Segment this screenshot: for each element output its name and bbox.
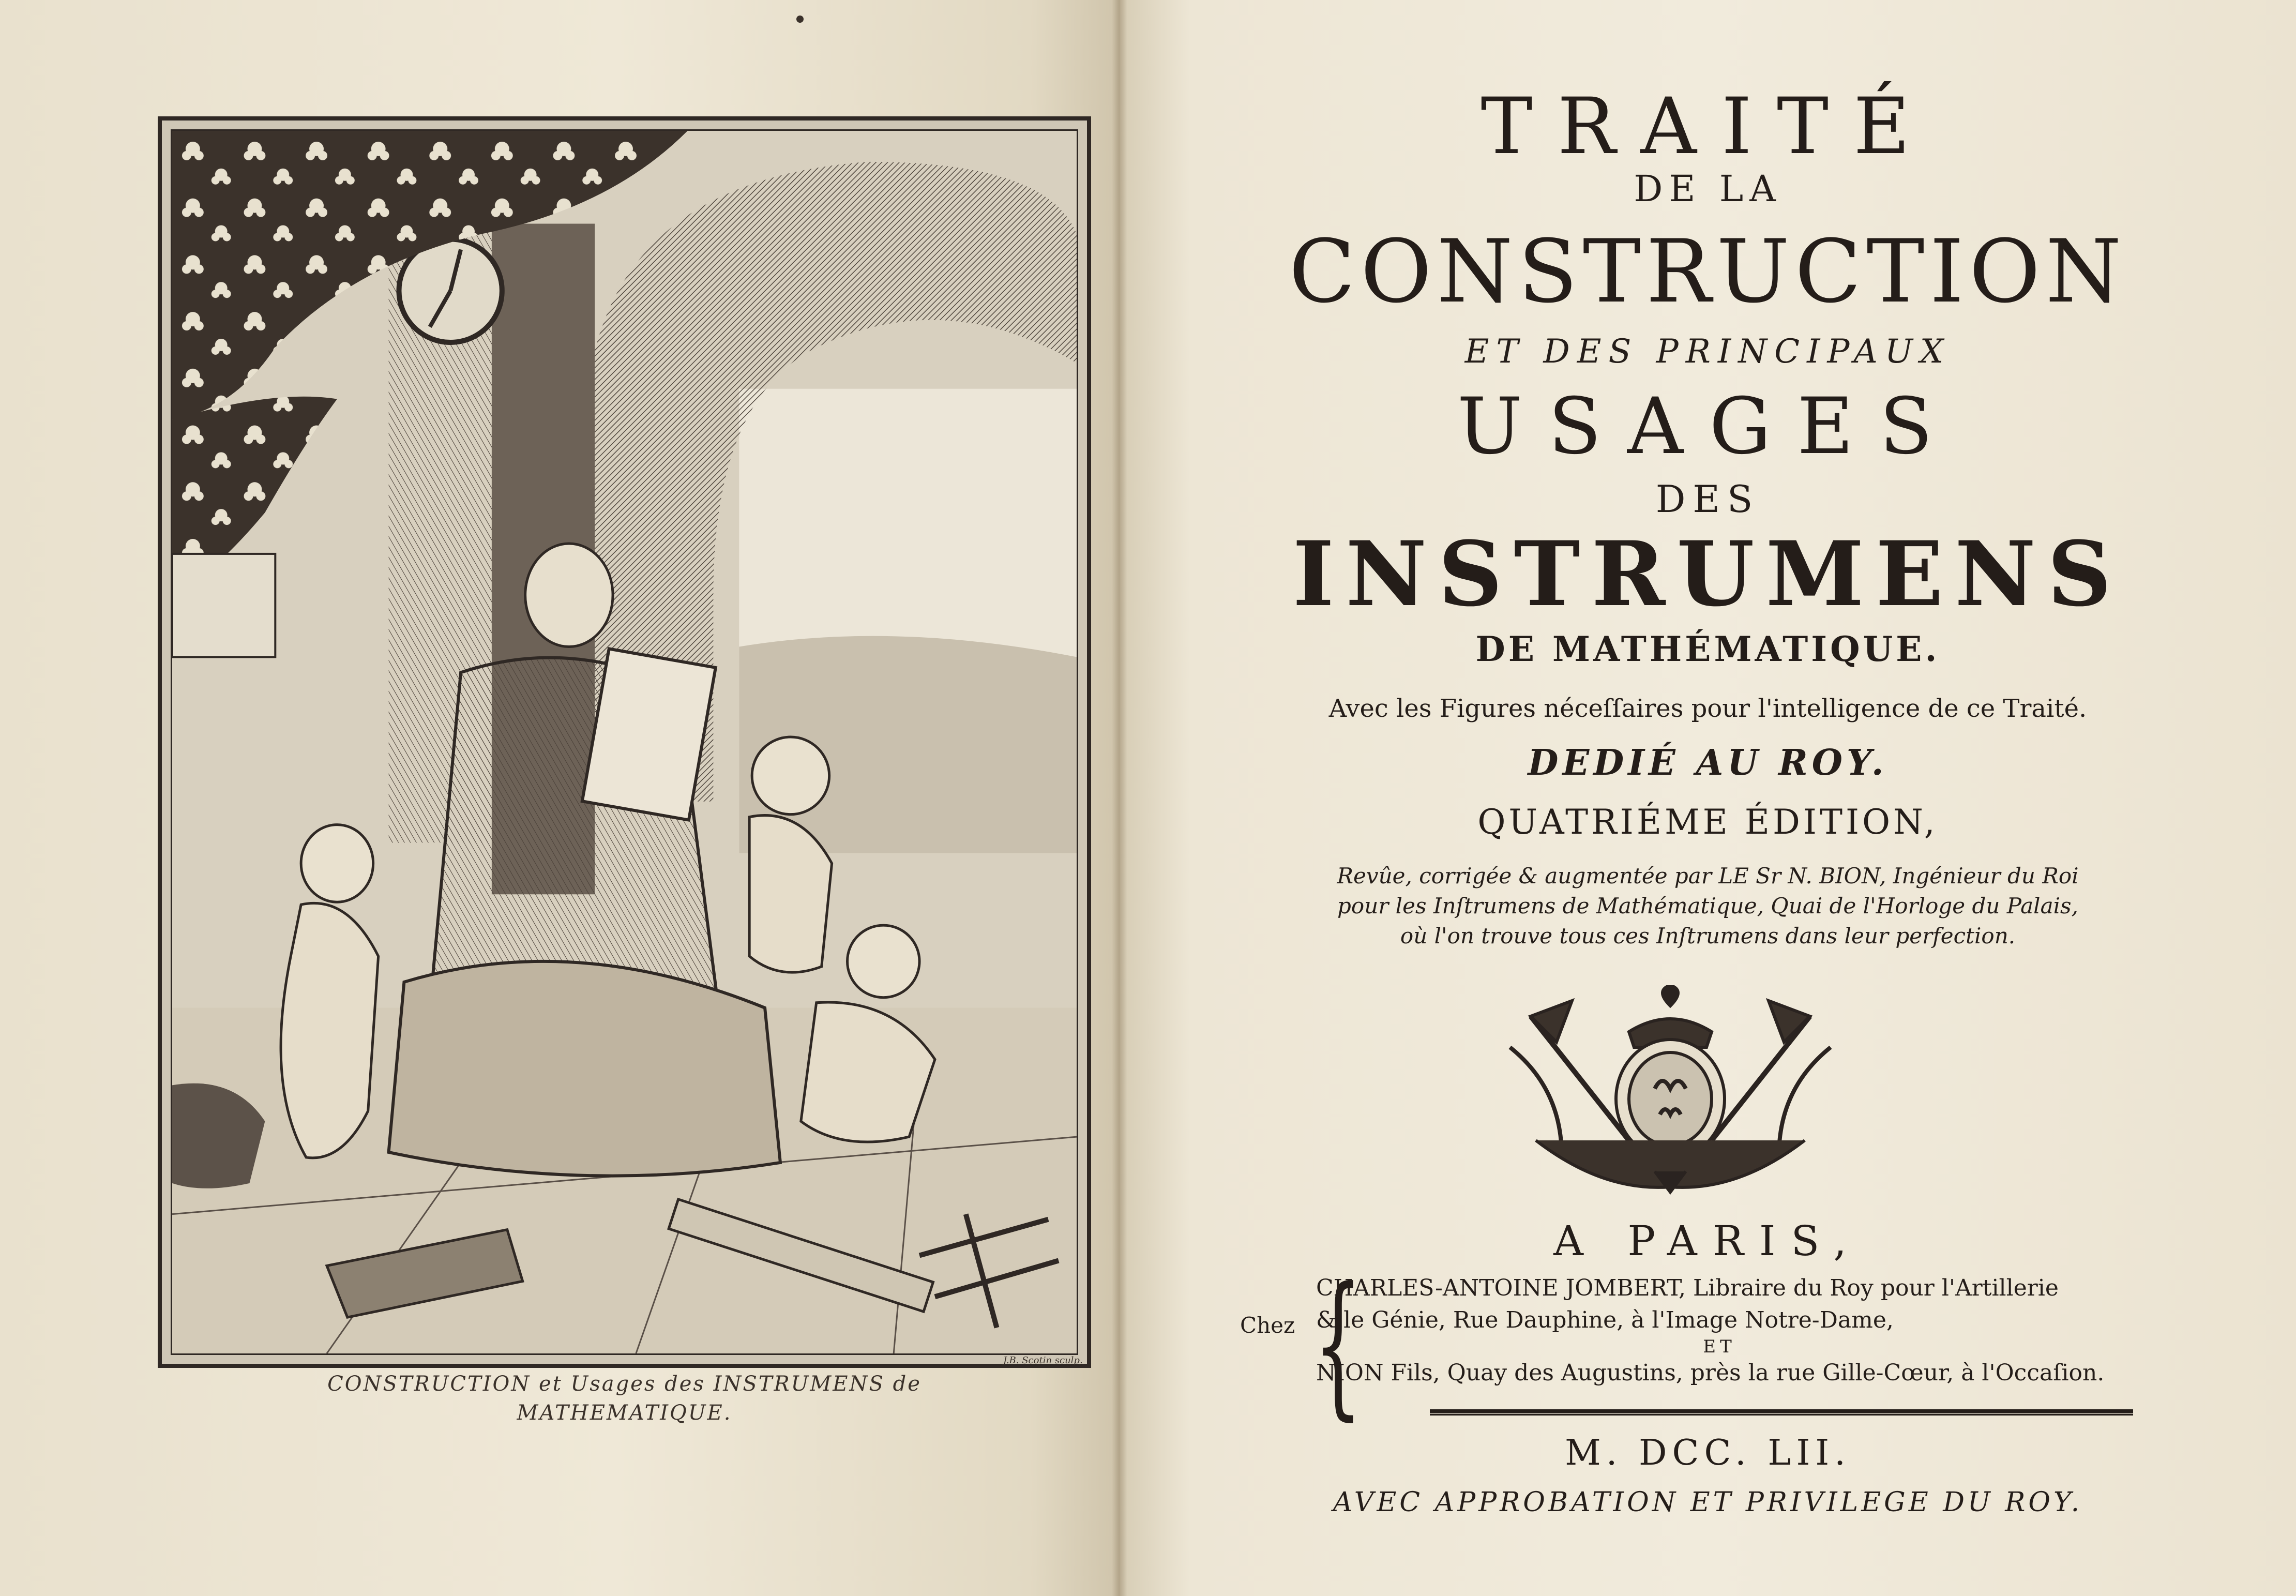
title-des: DES [1655, 477, 1760, 521]
imprint-place: A PARIS, [1553, 1217, 1862, 1265]
caption-line: MATHEMATIQUE. [517, 1401, 732, 1425]
imprint-year: M. DCC. LII. [1565, 1433, 1851, 1473]
frontispiece-engraving [171, 129, 1078, 1355]
privilege-line: AVEC APPROBATION ET PRIVILEGE DU ROY. [1333, 1487, 2083, 1518]
engraving-illustration [172, 131, 1077, 1353]
title-usages: USAGES [1457, 382, 1959, 472]
ink-spot [796, 16, 804, 23]
double-rule [1430, 1409, 2133, 1416]
caption-line: CONSTRUCTION et Usages des INSTRUMENS de [327, 1372, 922, 1396]
title-instrumens: INSTRUMENS [1292, 521, 2123, 626]
subtitle-figures: Avec les Figures néceſſaires pour l'intelligence de ce Traité. [1328, 694, 2087, 723]
revision-line: où l'on trouve tous ces Inſtrumens dans leur perfection. [1400, 923, 2016, 948]
publisher-line: CHARLES-ANTOINE JOMBERT, Libraire du Roy pour l'Artillerie [1316, 1275, 2059, 1301]
engraver-signature: J.B. Scotin sculp. [1003, 1355, 1083, 1366]
title-de-mathematique: DE MATHÉMATIQUE. [1475, 629, 1940, 669]
title-et-des-principaux: ET DES PRINCIPAUX [1464, 333, 1951, 371]
revision-line: pour les Inſtrumens de Mathématique, Quai de l'Horloge du Palais, [1337, 893, 2078, 919]
title-traite: TRAITÉ [1481, 82, 1935, 172]
chez-label: Chez [1240, 1313, 1295, 1338]
revision-line: Revûe, corrigée & augmentée par LE Sr N. BION, Ingénieur du Roi [1337, 863, 2079, 889]
title-construction: CONSTRUCTION [1289, 221, 2127, 322]
publisher-line: & le Génie, Rue Dauphine, à l'Image Notre-Dame, [1316, 1307, 1894, 1333]
frontispiece-caption [171, 1369, 1078, 1427]
royal-arms-device [1500, 985, 1841, 1197]
title-de-la: DE LA [1634, 168, 1782, 210]
brace-symbol: { [1313, 1254, 1363, 1435]
dedication: DEDIÉ AU ROY. [1528, 742, 1888, 784]
edition: QUATRIÉME ÉDITION, [1477, 802, 1938, 842]
revision-statement [1120, 861, 2296, 951]
publisher-et: ET [1703, 1336, 1736, 1357]
publishers [1316, 1272, 2123, 1389]
publisher-line: NION Fils, Quay des Augustins, près la rue Gille-Cœur, à l'Occaſion. [1316, 1360, 2105, 1386]
